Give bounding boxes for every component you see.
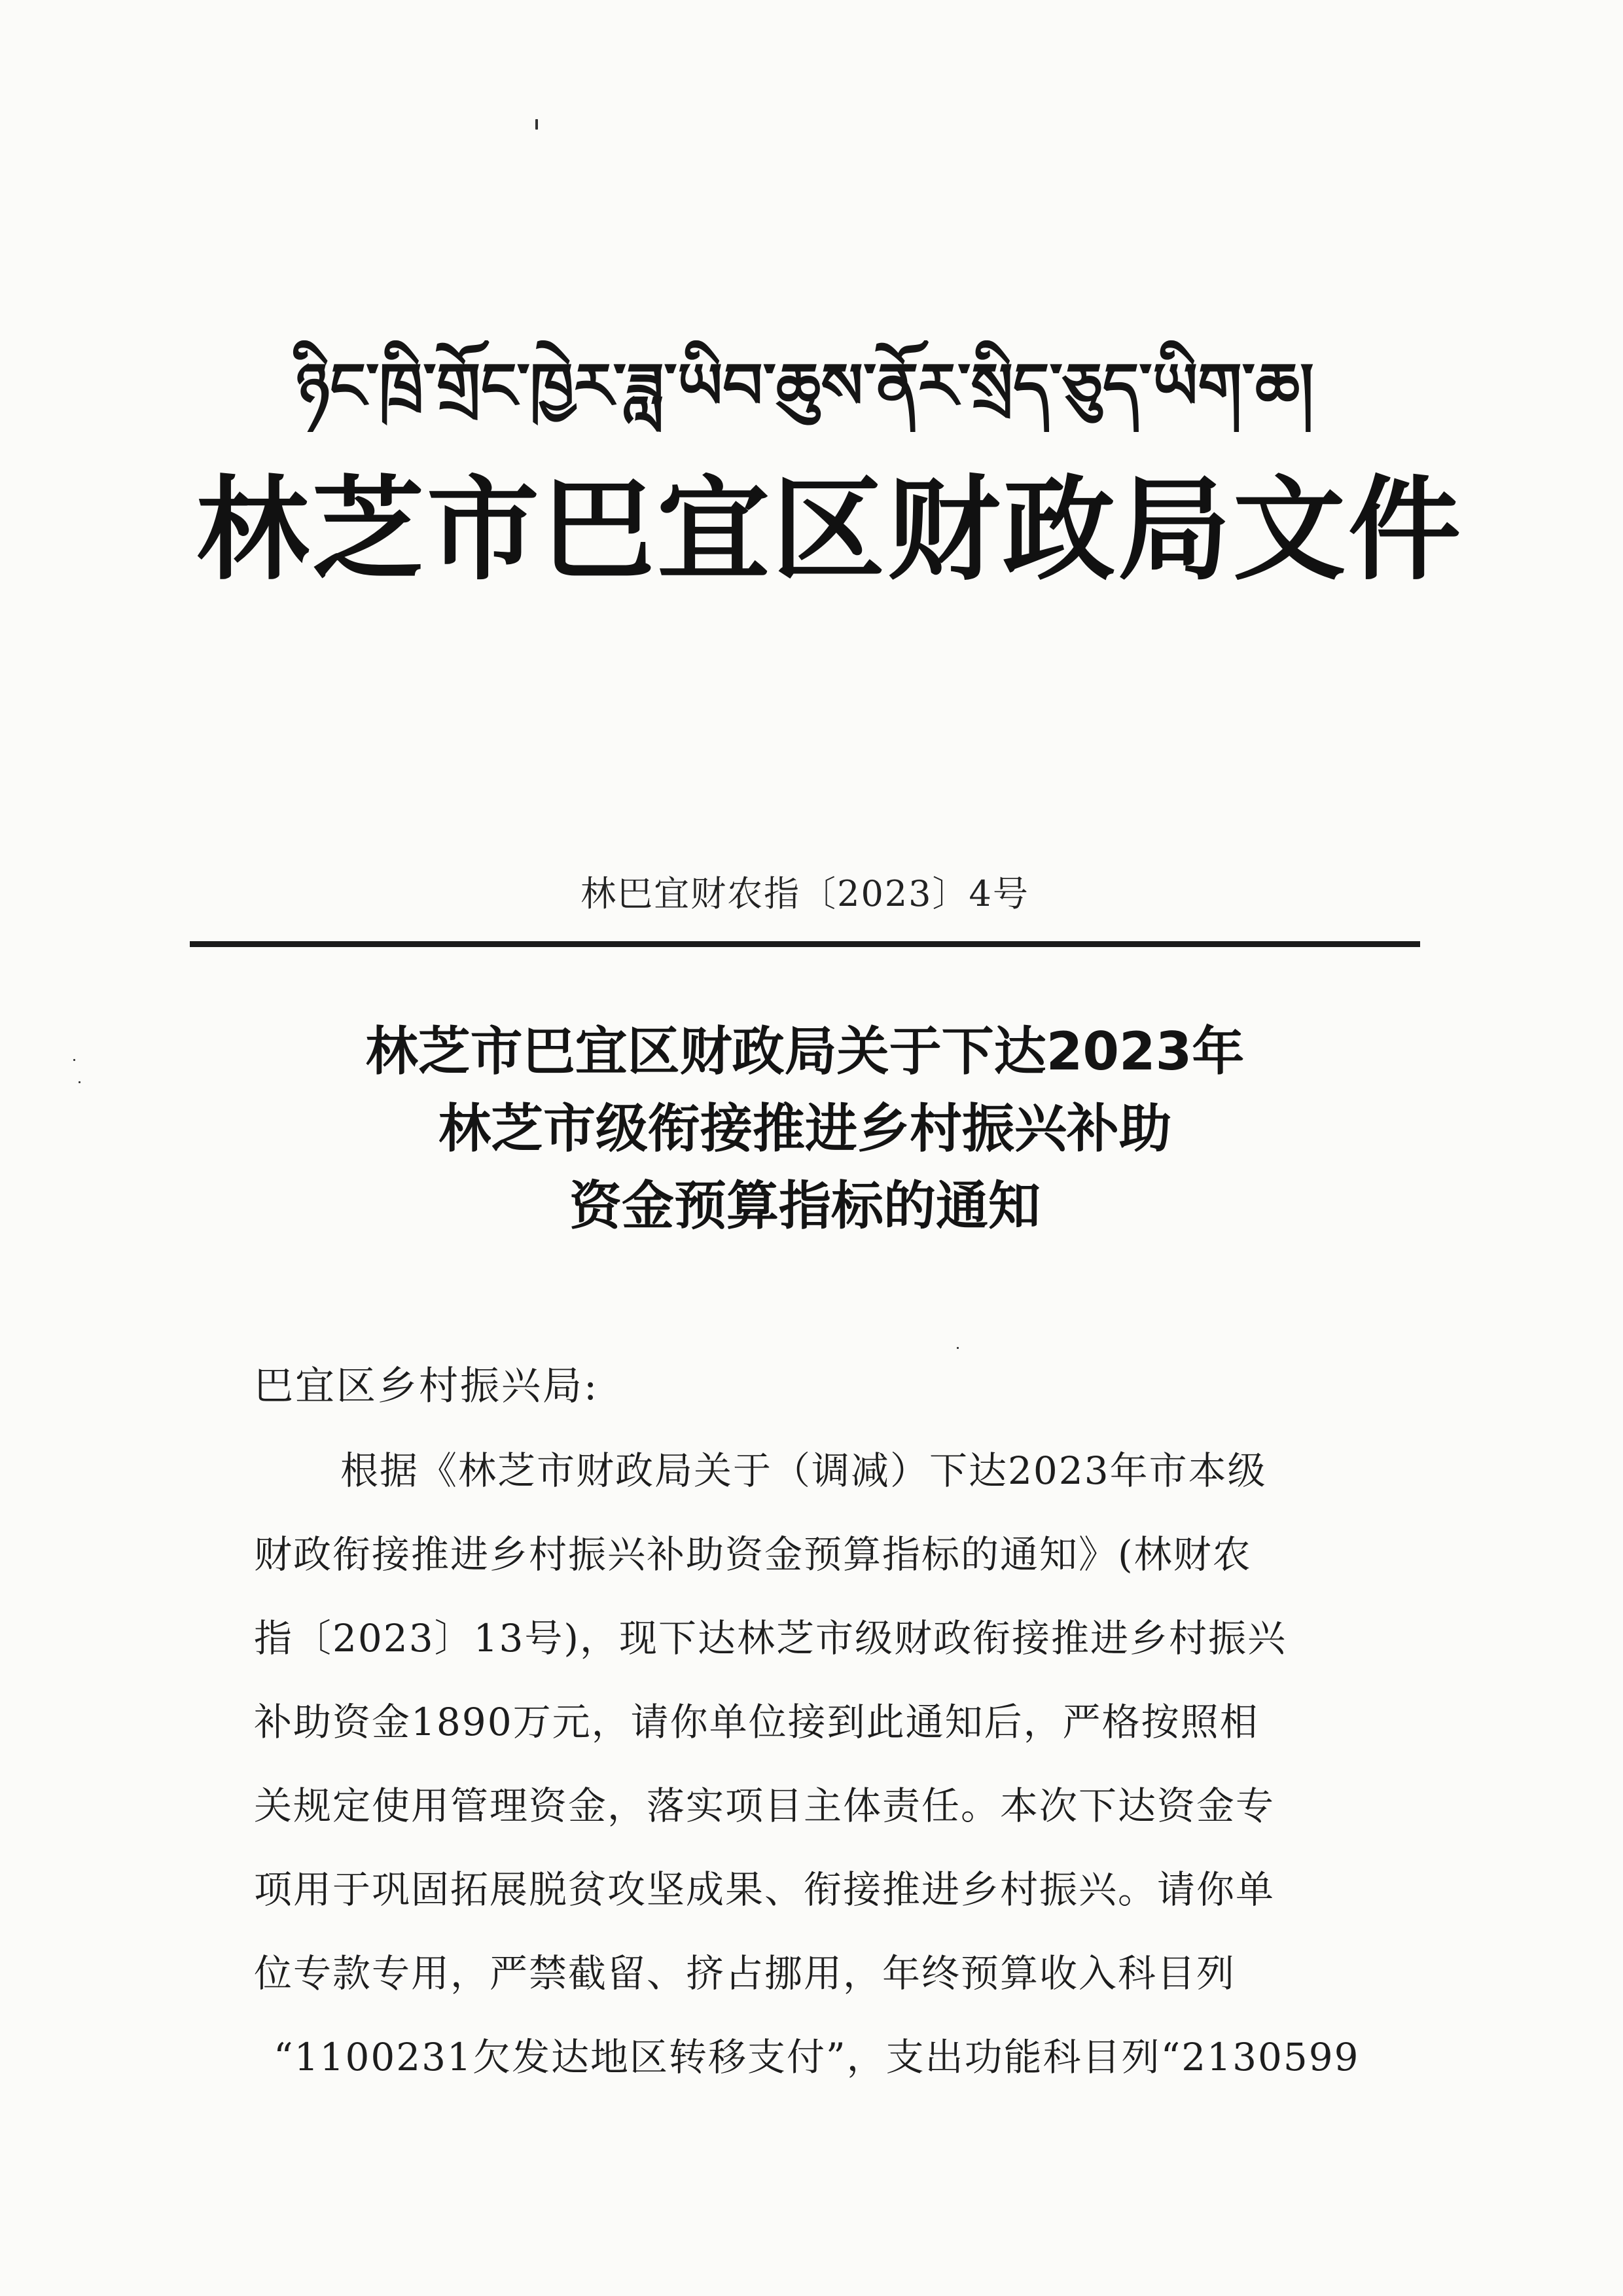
body-line: “1100231欠发达地区转移支付”，支出功能科目列“2130599 bbox=[274, 2035, 1360, 2079]
scan-speck bbox=[535, 119, 538, 130]
tibetan-masthead: ཉིང་ཁྲི་གྲོང་ཁྱེར་ཟླ་ཡིབ་ཆུས་ནོར་སྲིད་ཅུད་ཡིག་ཆ། bbox=[296, 350, 1314, 423]
document-number: 林巴宜财农指〔2023〕4号 bbox=[580, 873, 1029, 914]
masthead-title: 林芝市巴宜区财政局文件 bbox=[196, 464, 1463, 596]
body-line: 指〔2023〕13号)，现下达林芝市级财政衔接推进乡村振兴 bbox=[254, 1616, 1287, 1660]
body-paragraph bbox=[254, 1429, 1419, 2099]
notice-title-line: 林芝市巴宜区财政局关于下达2023年 bbox=[365, 1021, 1245, 1082]
notice-title-line: 林芝市级衔接推进乡村振兴补助 bbox=[438, 1098, 1171, 1159]
salutation: 巴宜区乡村振兴局: bbox=[254, 1363, 599, 1409]
scan-speck bbox=[79, 1081, 80, 1083]
body-line: 补助资金1890万元，请你单位接到此通知后，严格按照相 bbox=[254, 1700, 1259, 1744]
body-line: 位专款专用，严禁截留、挤占挪用，年终预算收入科目列 bbox=[254, 1951, 1236, 1996]
scan-speck bbox=[957, 1347, 959, 1349]
body-line: 财政衔接推进乡村振兴补助资金预算指标的通知》(林财农 bbox=[254, 1532, 1252, 1577]
notice-title bbox=[196, 1013, 1414, 1245]
body-line: 根据《林芝市财政局关于（调减）下达2023年市本级 bbox=[340, 1448, 1267, 1493]
scan-speck bbox=[73, 1059, 75, 1061]
body-line: 项用于巩固拓展脱贫攻坚成果、衔接推进乡村振兴。请你单 bbox=[254, 1867, 1275, 1912]
notice-title-line: 资金预算指标的通知 bbox=[569, 1175, 1041, 1236]
header-divider bbox=[190, 941, 1420, 947]
body-line: 关规定使用管理资金，落实项目主体责任。本次下达资金专 bbox=[254, 1784, 1275, 1828]
